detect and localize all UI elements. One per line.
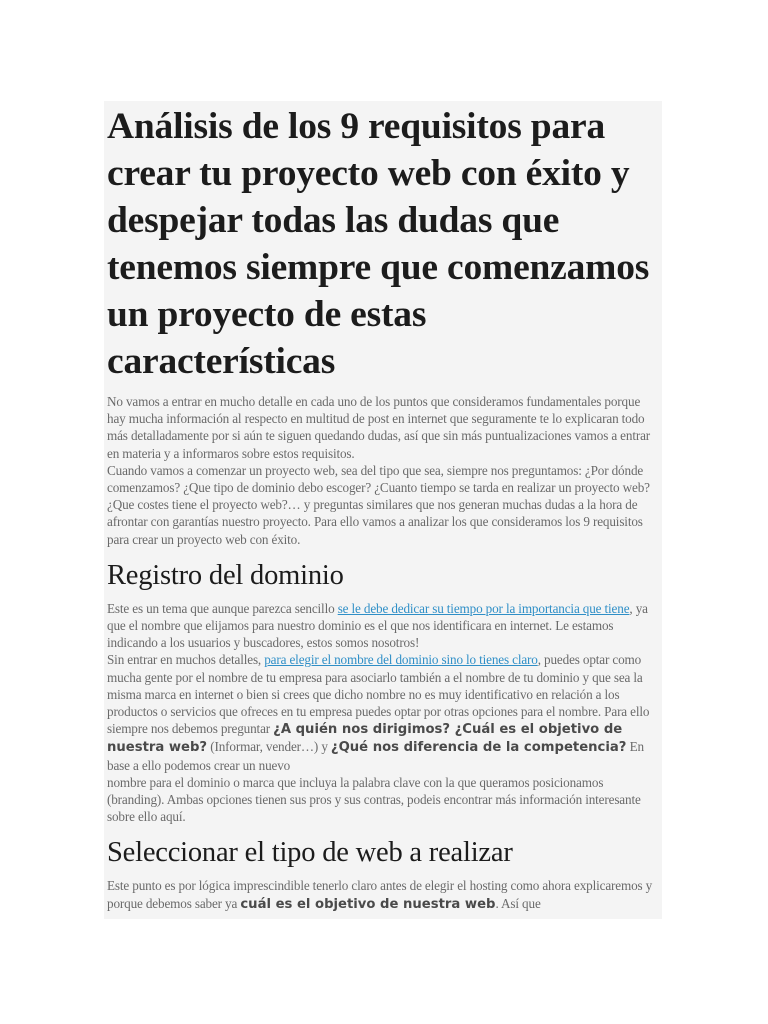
domain-question-1: ¿A quién nos dirigimos? ¿Cuál es el objetivo de nuestra web? bbox=[107, 722, 623, 756]
article-title: Análisis de los 9 requisitos para crear tu proyecto web con éxito y despejar todas las dudas que tenemos siempre que comenzamos un proyecto de estas características bbox=[107, 106, 650, 382]
domain-text: En base a ello podemos crear un nuevo bbox=[107, 739, 644, 773]
domain-text: Sin entrar en muchos detalles, bbox=[107, 652, 265, 668]
domain-paragraph-2: nombre para el dominio o marca que incluya la palabra clave con la que queramos posicionamos (branding). Ambas opciones tienen sus pros y sus contras, podeis encontrar más información interesante sobre ello aquí. bbox=[107, 774, 641, 825]
intro-text-1: No vamos a entrar en mucho detalle en cada uno de los puntos que consideramos fundamentales porque hay mucha información al respecto en multitud de post en internet que seguramente te lo explicaran todo más detalladamente por si aún te siguen quedando dudas, así que sin más puntualizaciones vamos a entrar en materia y a informaros sobre estos requisitos. bbox=[107, 394, 651, 461]
intro-text-2: Cuando vamos a comenzar un proyecto web, sea del tipo que sea, siempre nos preguntamos: ¿Por dónde comenzamos? ¿Que tipo de dominio debo escoger? ¿Cuanto tiempo se tarda en realizar un proyecto web? ¿Que costes tiene el proyecto web?… y preguntas similares que nos generan muchas dudas a la hora de afrontar con garantías nuestro proyecto. Para ello vamos a analizar los que consideramos los 9 requisitos para crear un proyecto web con éxito. bbox=[107, 462, 650, 547]
domain-text: , puedes optar como mucha gente por el nombre de tu empresa para asociarlo también a el nombre de tu dominio y que sea la misma marca en internet o bien si crees que dicho nombre no es muy identificativo en relación a los productos o servicios que ofreces en tu empresa puedes optar por otras opciones para el nombre. Para ello siempre nos debemos preguntar bbox=[107, 652, 650, 737]
section-heading-web-type: Seleccionar el tipo de web a realizar bbox=[107, 837, 513, 869]
section-heading-domain: Registro del dominio bbox=[107, 559, 344, 591]
choose-domain-link[interactable]: para elegir el nombre del dominio sino lo tienes claro bbox=[264, 652, 538, 668]
web-type-text: . Así que bbox=[495, 895, 541, 911]
article-body bbox=[104, 101, 662, 913]
intro-paragraph bbox=[107, 393, 660, 548]
document-page bbox=[104, 101, 662, 919]
web-objective-bold: cuál es el objetivo de nuestra web bbox=[240, 896, 496, 912]
domain-text: (Informar, vender…) y bbox=[207, 739, 331, 755]
domain-text: Este es un tema que aunque parezca sencillo bbox=[107, 600, 338, 616]
domain-question-2: ¿Qué nos diferencia de la competencia? bbox=[330, 740, 627, 756]
importance-link[interactable]: se le debe dedicar su tiempo por la importancia que tiene bbox=[337, 600, 630, 616]
web-type-paragraph bbox=[107, 877, 660, 912]
domain-paragraph-1 bbox=[107, 600, 660, 774]
domain-text: , ya que el nombre que elijamos para nuestro dominio es el que nos identificara en internet. Le estamos indicando a los usuarios y buscadores, estos somos nosotros! bbox=[107, 600, 648, 651]
web-type-text: Este punto es por lógica imprescindible tenerlo claro antes de elegir el hosting como ahora explicaremos y porque debemos saber ya bbox=[107, 878, 653, 911]
